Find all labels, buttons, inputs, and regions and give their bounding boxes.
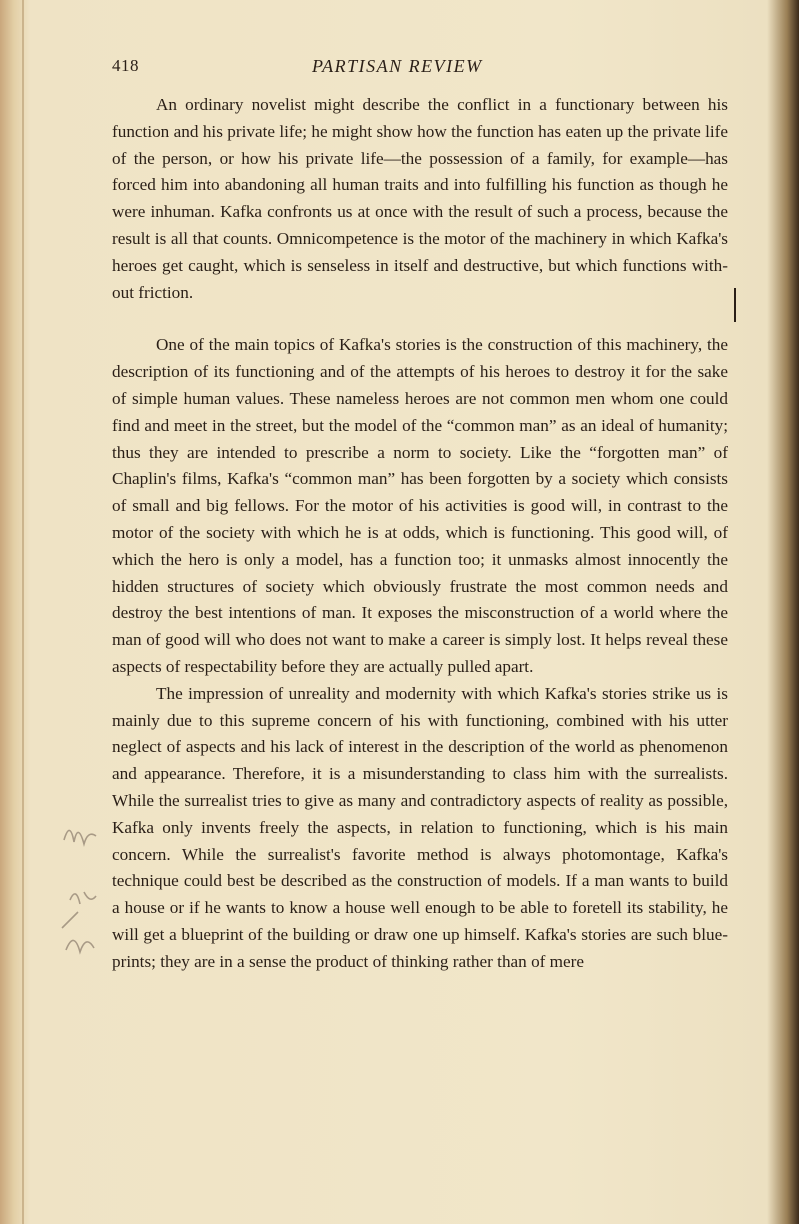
page-number: 418 xyxy=(112,56,139,75)
body-text xyxy=(112,92,728,976)
running-head: PARTISAN REVIEW xyxy=(312,56,483,76)
paragraph-1: An ordinary novelist might describe the conflict in a functionary between his function and his private life; he might show how the function has eaten up the private life of the person, or how his private life—the possession of a family, for example—has forced him into abandoning all human traits and into fulfilling his function as though he were inhuman. Kafka confronts us at once with the result of such a process, because the result is all that counts. Omnicompetence is the motor of the machinery in which Kafka's heroes get caught, which is senseless in itself and destructive, but which functions without friction. xyxy=(112,95,728,302)
page-header xyxy=(112,56,732,82)
handwritten-margin-note xyxy=(56,800,106,970)
paragraph-3: The impression of unreality and modernity with which Kafka's stories strike us is mainly due to this supreme concern of his with functioning, combined with his utter neglect of aspects and his lack of interest in the description of the world as phenomenon and appearance. Therefore, it is a misunderstanding to class him with the surrealists. While the surrealist tries to give as many and contradictory aspects of reality as possible, Kafka only invents freely the aspects, in relation to functioning, which is his main concern. While the surrealist's favorite method is always photomontage, Kafka's technique could best be described as the construction of models. If a man wants to build a house or if he wants to know a house well enough to be able to foretell its stability, he will get a blueprint of the building or draw one up himself. Kafka's stories are such blueprints; they are in a sense the product of thinking rather than of mere xyxy=(112,683,728,971)
page-gutter xyxy=(22,0,24,1224)
margin-bar-mark xyxy=(734,288,736,322)
pencil-scribble-icon xyxy=(56,800,106,970)
paragraph-2: One of the main topics of Kafka's stories is the construction of this machinery, the description of its functioning and of the attempts of his heroes to destroy it for the sake of simple human values. These nameless heroes are not common men whom one could find and meet in the street, but the model of the “common man” as an ideal of humanity; thus they are intended to prescribe a norm to society. Like the “forgotten man” of Chaplin's films, Kafka's “common man” has been forgotten by a society which consists of small and big fellows. For the motor of his activities is good will, in contrast to the motor of the society with which he is at odds, which is functioning. This good will, of which the hero is only a model, has a function too; it unmasks almost innocently the hidden structures of society which obviously frustrate the most common needs and destroy the best intentions of man. It exposes the misconstruction of a world where the man of good will who does not want to make a career is simply lost. It helps reveal these aspects of respectability before they are actually pulled apart. xyxy=(112,335,728,676)
